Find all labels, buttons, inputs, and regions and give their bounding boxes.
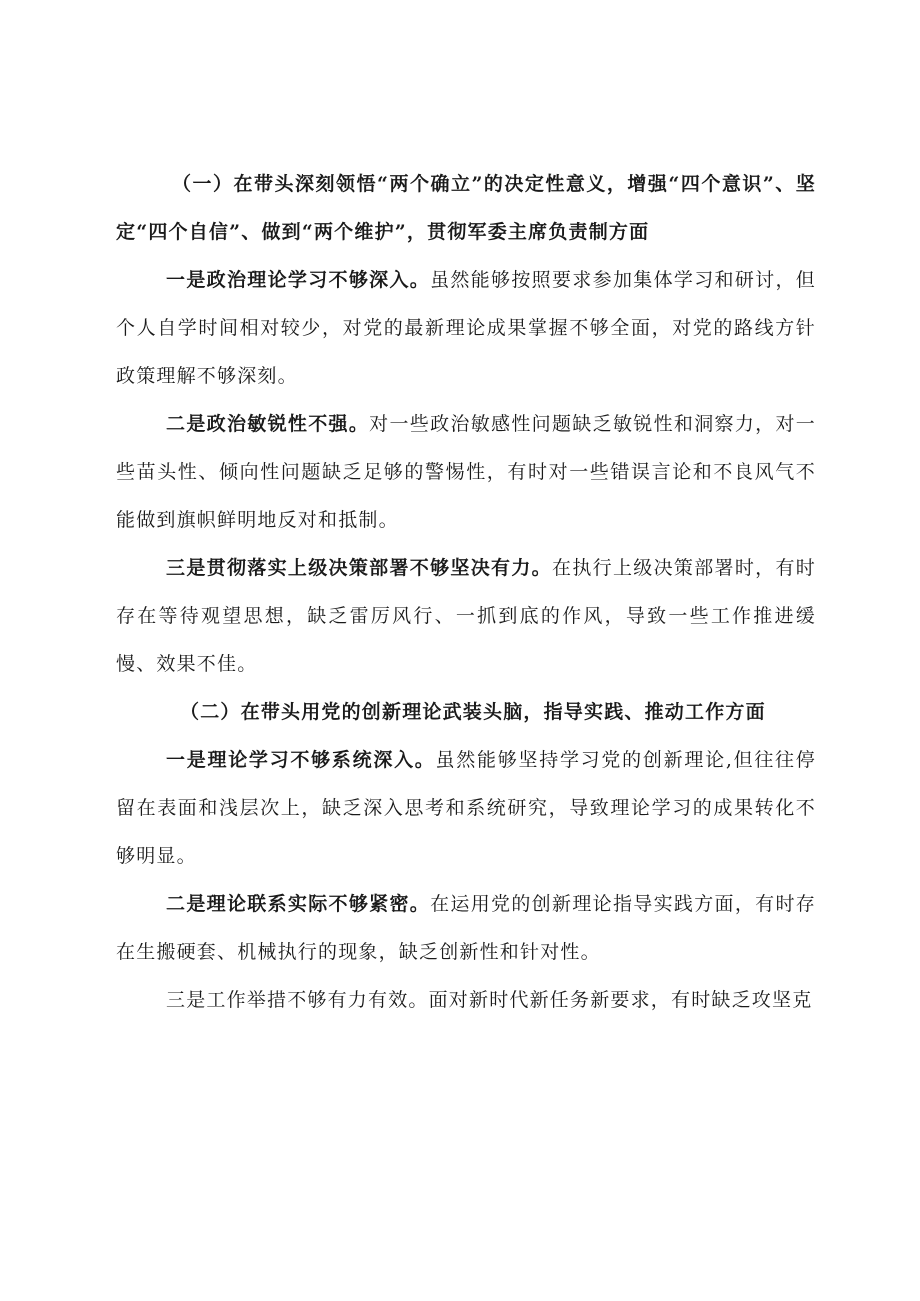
item-lead: 三是贯彻落实上级决策部署不够坚决有力。 — [166, 557, 552, 579]
paragraph-item — [116, 400, 816, 544]
section-heading-2: （二）在带头用党的创新理论武装头脑，指导实践、推动工作方面 — [180, 701, 766, 723]
item-body: 在执行上级决策部署时，有时存在等待观望思想，缺乏雷厉风行、一抓到底的作风，导致一些工作推进缓慢、效果不佳。 — [116, 557, 816, 675]
section-heading-1: （一）在带头深刻领悟“两个确立”的决定性意义，增强“四个意识”、坚定“四个自信”、做到“两个维护”，贯彻军委主席负责制方面 — [116, 173, 816, 243]
item-body: 三是工作举措不够有力有效。面对新时代新任务新要求，有时缺乏攻坚克 — [166, 989, 813, 1011]
paragraph-item — [116, 544, 816, 688]
item-lead: 二是理论联系实际不够紧密。 — [166, 893, 431, 915]
paragraph-item — [116, 256, 816, 400]
paragraph-item — [116, 880, 816, 976]
paragraph-item — [116, 976, 816, 1024]
document-body — [116, 160, 816, 1024]
paragraph-item — [116, 736, 816, 880]
item-body: 虽然能够按照要求参加集体学习和研讨，但个人自学时间相对较少，对党的最新理论成果掌握不够全面，对党的路线方针政策理解不够深刻。 — [116, 269, 816, 387]
item-lead: 二是政治敏锐性不强。 — [166, 413, 370, 435]
item-lead: 一是政治理论学习不够深入。 — [166, 269, 431, 291]
item-body: 对一些政治敏感性问题缺乏敏锐性和洞察力，对一些苗头性、倾向性问题缺乏足够的警惕性，有时对一些错误言论和不良风气不能做到旗帜鲜明地反对和抵制。 — [116, 413, 816, 531]
item-body: 在运用党的创新理论指导实践方面，有时存在生搬硬套、机械执行的现象，缺乏创新性和针对性。 — [116, 893, 816, 963]
item-lead: 一是理论学习不够系统深入。 — [166, 749, 436, 771]
item-body: 虽然能够坚持学习党的创新理论,但往往停留在表面和浅层次上，缺乏深入思考和系统研究，导致理论学习的成果转化不够明显。 — [116, 749, 816, 867]
